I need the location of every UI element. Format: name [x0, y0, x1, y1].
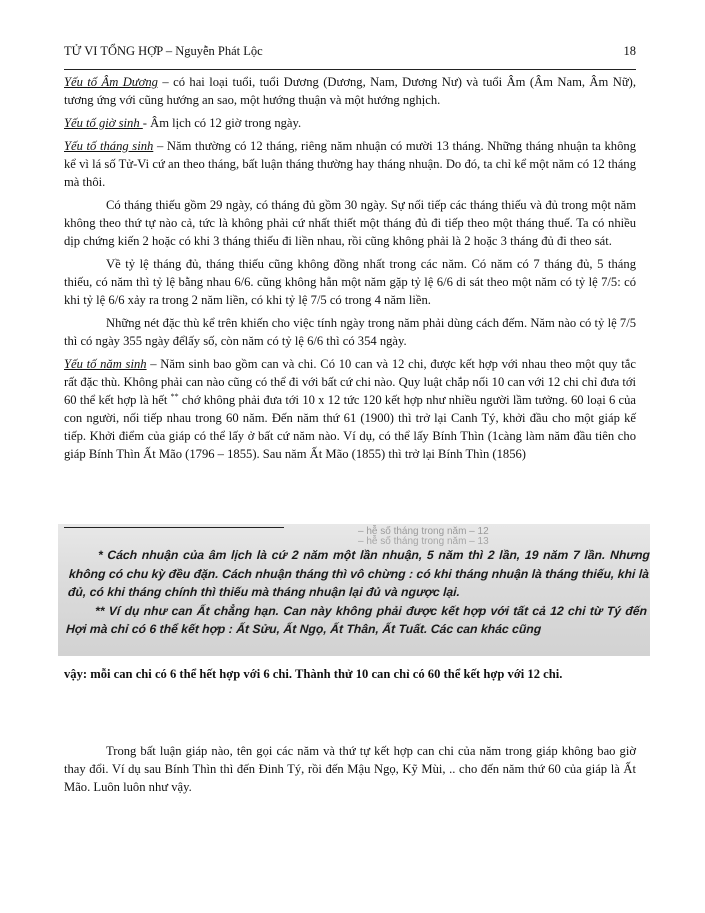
paragraph-ty-le: Về tỷ lệ tháng đủ, tháng thiếu cũng không đồng nhất trong các năm. Có năm có 7 tháng đủ, 5 tháng thiếu, có năm thì tỷ lệ bằng nhau 6/6. cũng không hẳn một năm gặp tỷ lệ 6/6 di sát theo một năm có tỷ lệ 7/5: có khi tỷ lệ 6/6 xảy ra trong 2 năm liền, có khi tỷ lệ 7/5 có trong 4 năm liền. — [64, 257, 636, 307]
closing-section — [64, 742, 636, 796]
scan-faint-text-2: – hễ số tháng trong năm – 13 — [358, 536, 489, 547]
paragraph-text: – Năm thường có 12 tháng, riêng năm nhuận có mười 13 tháng. Những tháng nhuận ta không kể vì lá số Tử-Vi cứ an theo tháng, bất luận tháng thường hay tháng nhuận. Do đó, ta chỉ kể một năm có 12 tháng mà thôi. — [64, 139, 636, 189]
paragraph-text: – Năm sinh bao gồm can và chi. Có 10 can và 12 chi, được kết hợp với nhau theo một quy tắc rất đặc thù. Không phải can nào cũng có thể đi với bất cứ chi nào. Quy luật chắp nối 10 can với 12 chi chỉ đưa tới 60 thể kết hợp là hết — [64, 357, 636, 407]
paragraph-text: chớ không phải đưa tới 10 x 12 tức 120 kết hợp như nhiều người lầm tưởng. 60 loại 6 của con người, nối tiếp nhau trong 60 năm. Đến năm thứ 61 (1900) thì trở lại Canh Tý, khởi đầu cho một giáp kế tiếp. Khởi điểm của giáp có thể lấy ở bất cứ năm nào. Ví dụ, có thể lấy Bính Thìn (1càng làm năm đầu tiên cho giáp Bính Thìn Ất Mão (1796 – 1855). Sau năm Ất Mão (1855) thì trở lại Bính Thìn (1856) — [64, 393, 637, 461]
page-header — [64, 44, 636, 64]
body-text — [64, 73, 636, 468]
scan-notes — [66, 546, 650, 639]
scan-faint-text: – hễ số tháng trong năm – 12 — [358, 526, 489, 537]
footnote-marker: ** — [170, 391, 179, 401]
paragraph-tinh-ngay: Những nét đặc thù kể trên khiến cho việc tính ngày trong năm phải dùng cách đếm. Năm nào có tỷ lệ 7/5 thì có ngày 355 ngày đểlấy số, còn năm có tỷ lệ 6/6 thì có 354 ngày. — [64, 316, 636, 348]
paragraph-thang-sinh — [64, 137, 636, 191]
term-nam-sinh: Yếu tố năm sinh — [64, 357, 147, 371]
scanned-footnote-image — [58, 524, 650, 656]
paragraph-nam-sinh — [64, 355, 636, 463]
footnote-continuation: vậy: mỗi can chi có 6 thể hết hợp với 6 chi. Thành thử 10 can chỉ có 60 thể kết hợp với 12 chi. — [64, 667, 563, 681]
page-number: 18 — [623, 44, 636, 58]
footnote-2: ** Ví dụ như can Ất chẳng hạn. Can này không phải được kết hợp với tất cả 12 chi từ Tý đến Hợi mà chỉ có 6 thể kết hợp : Ất Sửu, Ất Ngọ, Ất Thân, Ất Tuất. Các can khác cũng — [65, 603, 648, 636]
footnote-1: * Cách nhuận của âm lịch là cứ 2 năm một lần nhuận, 5 năm thì 2 lần, 19 năm 7 lần. Nhưng không có chu kỳ đều đặn. Cách nhuận tháng thì vô chừng : có khi tháng nhuận là tháng thiếu, khi là đủ, có khi tháng chính thì thiếu mà tháng nhuận lại đủ và ngược lại. — [67, 548, 650, 599]
term-thang-sinh: Yếu tố tháng sinh — [64, 139, 154, 153]
term-am-duong: Yếu tố Âm Dương — [64, 75, 158, 89]
paragraph-text: – có hai loại tuổi, tuổi Dương (Dương, Nam, Dương Nư) và tuổi Âm (Âm Nam, Âm Nữ), tương ứng với cũng hướng an sao, một hướng thuận và một hướng nghịch. — [64, 75, 636, 107]
footnote-rule — [64, 527, 284, 528]
term-gio-sinh: Yếu tố giờ sinh — [64, 116, 143, 130]
header-rule — [64, 69, 636, 70]
paragraph-thang-thieu: Có tháng thiếu gồm 29 ngày, có tháng đủ gồm 30 ngày. Sự nối tiếp các tháng thiếu và đủ trong một năm không theo thứ tự nào cả, tức là không phải cứ nhất thiết một tháng đủ đi tiếp theo một tháng thuế. Ta có nhiều dịp chứng kiến 2 hoặc có khi 3 tháng thiếu đi liền nhau, rồi cũng không phải là 2 hoặc 3 tháng đủ đi theo sát. — [64, 198, 636, 248]
paragraph-text: - Âm lịch có 12 giờ trong ngày. — [142, 116, 302, 130]
paragraph-gio-sinh — [64, 114, 636, 132]
header-title: TỬ VI TỔNG HỢP – Nguyễn Phát Lộc — [64, 44, 263, 58]
closing-paragraph: Trong bất luận giáp nào, tên gọi các năm và thứ tự kết hợp can chi của năm trong giáp không bao giờ thay đổi. Ví dụ sau Bính Thìn thì đến Đinh Tý, rồi đến Mậu Ngọ, Kỹ Mùi, .. cho đến năm thứ 60 của giáp là Ất Mão. Luôn luôn như vậy. — [64, 744, 636, 794]
paragraph-am-duong — [64, 73, 636, 109]
